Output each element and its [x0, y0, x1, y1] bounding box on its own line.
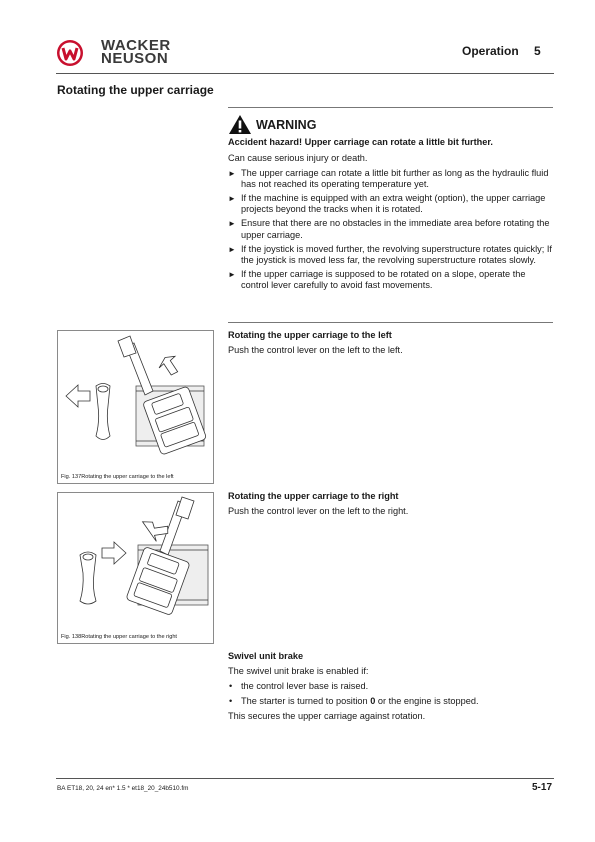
list-item: ► If the joystick is moved further, the revolving superstructure rotates quickly; If the joystick is moved less far, the revolving superstructure rotates slowly. — [228, 243, 552, 265]
brand-wordmark — [101, 39, 171, 65]
rotate-right-text: Push the control lever on the left to the right. — [228, 506, 409, 516]
warning-label: WARNING — [256, 118, 317, 132]
warning-top-divider — [228, 107, 553, 108]
swivel-brake-outro: This secures the upper carriage against rotation. — [228, 711, 426, 721]
warning-measures-list — [228, 168, 554, 294]
footer-document-reference: BA ET18, 20, 24 en* 1.5 * et18_20_24b510.fm — [57, 785, 189, 792]
bullet-arrow-icon: ► — [228, 244, 236, 254]
figure-caption: Fig. 138Rotating the upper carriage to the right — [61, 634, 177, 640]
bullet-arrow-icon: ► — [228, 169, 236, 178]
bullet-dot-icon: • — [229, 681, 233, 691]
header-divider — [56, 73, 554, 74]
starter-position-value: 0 — [370, 695, 376, 706]
warning-consequence: Can cause serious injury or death. — [228, 153, 368, 163]
rotate-right-heading: Rotating the upper carriage to the right — [228, 491, 399, 501]
rotate-right-illustration — [58, 493, 213, 643]
figure-rotate-right — [57, 492, 214, 644]
rotate-left-illustration — [58, 331, 213, 483]
warning-hazard: Accident hazard! Upper carriage can rotate a little bit further. — [228, 137, 493, 147]
bullet-arrow-icon: ► — [228, 219, 236, 229]
header-chapter-number: 5 — [534, 44, 541, 58]
bullet-arrow-icon: ► — [228, 194, 236, 204]
figure-caption: Fig. 137Rotating the upper carriage to the left — [61, 474, 174, 480]
list-item: ► The upper carriage can rotate a little bit further as long as the hydraulic fluid has not reached its operating temperature yet. — [228, 168, 549, 190]
list-item: ► If the machine is equipped with an extra weight (option), the upper carriage projects beyond the tracks when it is rotated. — [228, 193, 546, 215]
footer-divider — [56, 778, 554, 779]
brand-line-1: WACKER — [101, 37, 171, 54]
header-section-title: Operation — [462, 44, 519, 58]
swivel-brake-heading: Swivel unit brake — [228, 651, 304, 661]
swivel-brake-conditions — [228, 681, 554, 710]
warning-triangle-icon — [228, 114, 252, 135]
swivel-brake-intro: The swivel unit brake is enabled if: — [228, 666, 369, 676]
rotate-left-text: Push the control lever on the left to the left. — [228, 345, 403, 355]
list-item: ► If the upper carriage is supposed to be rotated on a slope, operate the control lever carefully to avoid fast movements. — [228, 268, 526, 291]
rotate-left-heading: Rotating the upper carriage to the left — [228, 330, 392, 340]
page-number: 5-17 — [532, 782, 553, 793]
page-title: Rotating the upper carriage — [57, 83, 214, 97]
list-item: • the control lever base is raised. — [229, 681, 369, 691]
list-item: ► Ensure that there are no obstacles in the immediate area before rotating the upper carriage. — [228, 218, 550, 240]
list-item: • The starter is turned to position 0 or the engine is stopped. — [229, 695, 479, 706]
bullet-arrow-icon: ► — [228, 269, 236, 279]
figure-rotate-left — [57, 330, 214, 484]
bullet-dot-icon: • — [229, 695, 233, 706]
brand-line-2: NEUSON — [101, 50, 169, 67]
warning-bottom-divider — [228, 322, 553, 323]
